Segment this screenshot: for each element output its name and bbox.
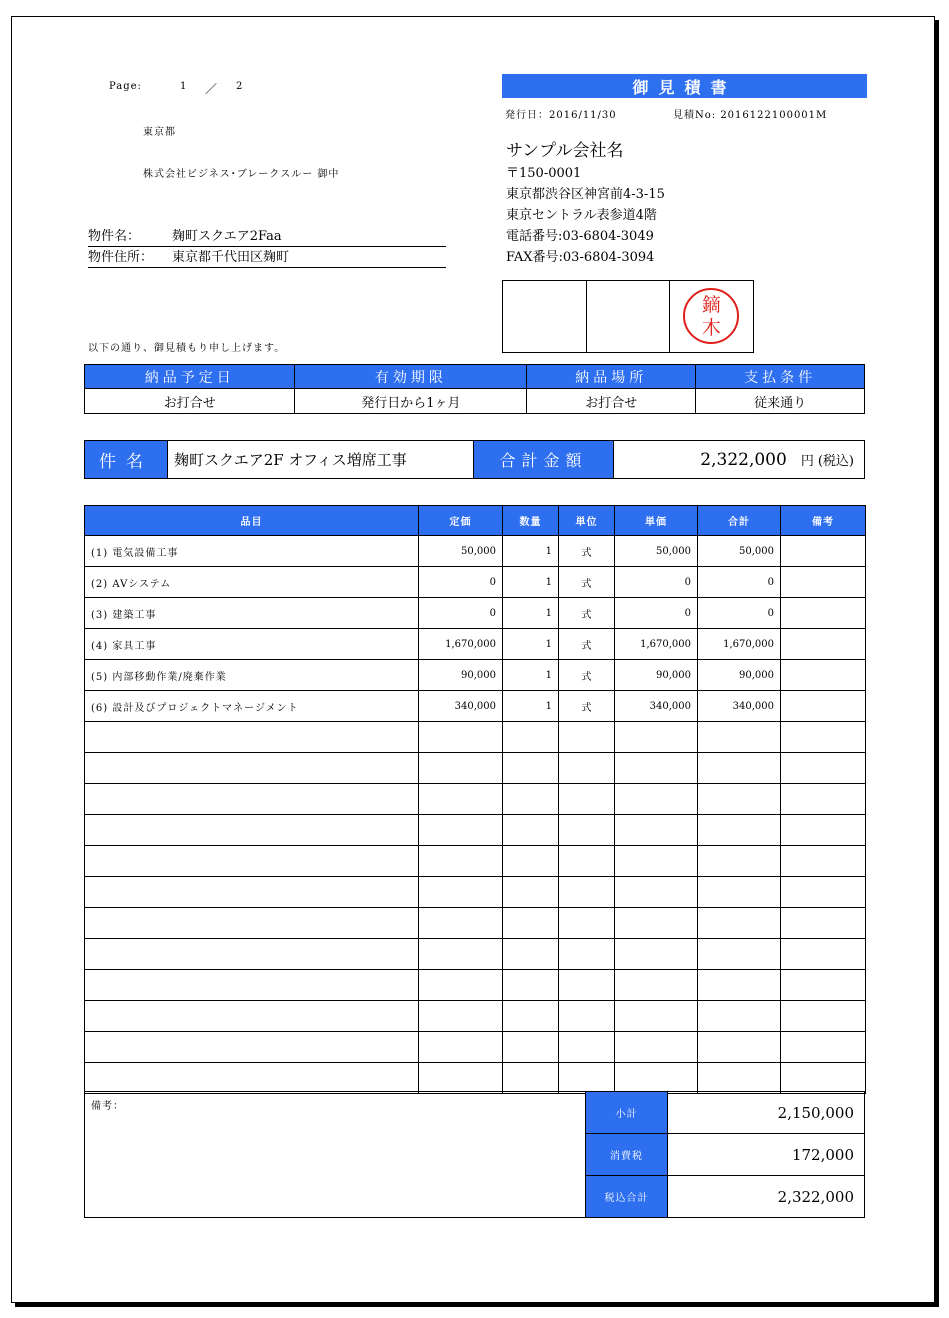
item-cell-total xyxy=(698,877,781,908)
item-cell-qty xyxy=(503,784,559,815)
item-cell-unit: 式 xyxy=(559,567,615,598)
item-cell-name: (5) 内部移動作業/廃棄作業 xyxy=(85,660,419,691)
item-cell-price xyxy=(615,908,698,939)
item-cell-total xyxy=(698,1063,781,1094)
table-row xyxy=(85,629,866,660)
item-cell-list xyxy=(419,722,503,753)
item-cell-unit: 式 xyxy=(559,691,615,722)
item-cell-price xyxy=(615,1032,698,1063)
conditions-value-row xyxy=(85,389,865,414)
item-cell-price xyxy=(615,1001,698,1032)
item-cell-list: 90,000 xyxy=(419,660,503,691)
item-cell-price: 50,000 xyxy=(615,536,698,567)
item-cell-qty xyxy=(503,846,559,877)
item-cell-note xyxy=(781,815,866,846)
table-row xyxy=(85,815,866,846)
company-fax: FAX番号:03-6804-3094 xyxy=(506,250,655,265)
company-postal: 〒150-0001 xyxy=(506,166,582,181)
item-cell-list: 1,670,000 xyxy=(419,629,503,660)
cond-header-delivery-place: 納品場所 xyxy=(527,365,696,389)
item-cell-name xyxy=(85,1032,419,1063)
item-cell-total xyxy=(698,970,781,1001)
cond-header-payment: 支払条件 xyxy=(696,365,865,389)
item-cell-note xyxy=(781,753,866,784)
company-address2: 東京セントラル表参道4階 xyxy=(506,208,657,223)
cond-header-delivery-date: 納品予定日 xyxy=(85,365,295,389)
item-cell-list: 0 xyxy=(419,598,503,629)
item-cell-price xyxy=(615,722,698,753)
item-cell-name xyxy=(85,939,419,970)
item-cell-unit xyxy=(559,815,615,846)
property-name-value: 麹町スクエア2Faa xyxy=(172,229,282,244)
item-cell-price xyxy=(615,815,698,846)
item-cell-note xyxy=(781,939,866,970)
item-cell-qty xyxy=(503,908,559,939)
item-cell-list xyxy=(419,784,503,815)
item-cell-list xyxy=(419,908,503,939)
item-cell-name: (4) 家具工事 xyxy=(85,629,419,660)
items-table xyxy=(84,505,866,1094)
document-title: 御見積書 xyxy=(502,74,867,98)
item-cell-qty xyxy=(503,1001,559,1032)
item-cell-note xyxy=(781,691,866,722)
subject-row xyxy=(84,440,865,479)
item-cell-note xyxy=(781,877,866,908)
table-row xyxy=(85,846,866,877)
tax-label: 消費税 xyxy=(586,1134,668,1175)
total-amount xyxy=(614,441,864,478)
table-row xyxy=(85,784,866,815)
conditions-table xyxy=(84,364,865,414)
subtotal-label: 小計 xyxy=(586,1092,668,1133)
item-cell-unit xyxy=(559,784,615,815)
item-cell-price: 340,000 xyxy=(615,691,698,722)
item-cell-name xyxy=(85,908,419,939)
item-cell-unit xyxy=(559,908,615,939)
item-cell-name xyxy=(85,815,419,846)
table-row xyxy=(85,877,866,908)
company-tel: 電話番号:03-6804-3049 xyxy=(506,229,654,244)
item-cell-qty xyxy=(503,1032,559,1063)
item-cell-qty xyxy=(503,815,559,846)
item-cell-price xyxy=(615,970,698,1001)
item-cell-total: 340,000 xyxy=(698,691,781,722)
grand-total-label: 税込合計 xyxy=(586,1176,668,1217)
item-cell-total xyxy=(698,908,781,939)
subject-value: 麹町スクエア2F オフィス増席工事 xyxy=(168,441,474,478)
item-cell-list: 0 xyxy=(419,567,503,598)
seal-stamp xyxy=(683,288,739,344)
stamp-cell-1 xyxy=(503,281,587,352)
estimate-sheet xyxy=(11,16,935,1303)
item-cell-note xyxy=(781,784,866,815)
item-cell-total xyxy=(698,784,781,815)
item-cell-unit xyxy=(559,753,615,784)
property-address-row xyxy=(88,249,446,268)
remarks-label: 備考： xyxy=(91,1101,124,1112)
item-cell-price: 0 xyxy=(615,567,698,598)
estimate-number: 見積No: 2016122100001M xyxy=(673,110,828,121)
cond-value-validity: 発行日から1ヶ月 xyxy=(295,389,527,414)
cond-header-validity: 有効期限 xyxy=(295,365,527,389)
item-cell-unit: 式 xyxy=(559,536,615,567)
total-amount-tax-note: (税込) xyxy=(817,454,854,469)
item-cell-name xyxy=(85,846,419,877)
item-cell-list xyxy=(419,753,503,784)
property-name-label: 物件名： xyxy=(88,229,141,244)
item-cell-name xyxy=(85,722,419,753)
items-header-row xyxy=(85,506,866,536)
grand-total-value: 2,322,000 xyxy=(777,1187,854,1206)
item-cell-note xyxy=(781,1063,866,1094)
page-label: Page: xyxy=(109,81,142,92)
item-cell-note xyxy=(781,536,866,567)
item-cell-price xyxy=(615,784,698,815)
table-row xyxy=(85,1032,866,1063)
item-cell-list xyxy=(419,1001,503,1032)
item-cell-unit: 式 xyxy=(559,629,615,660)
item-cell-list xyxy=(419,846,503,877)
company-address1: 東京都渋谷区神宮前4-3-15 xyxy=(506,187,665,202)
property-address-label: 物件住所： xyxy=(88,250,154,265)
total-amount-label: 合計金額 xyxy=(474,441,614,478)
page-current: 1 xyxy=(180,81,188,92)
item-cell-qty: 1 xyxy=(503,629,559,660)
item-cell-name xyxy=(85,877,419,908)
item-cell-name xyxy=(85,1063,419,1094)
item-cell-note xyxy=(781,970,866,1001)
item-cell-note xyxy=(781,567,866,598)
item-cell-price xyxy=(615,877,698,908)
item-cell-qty xyxy=(503,970,559,1001)
subtotal-value: 2,150,000 xyxy=(777,1103,854,1122)
item-cell-price xyxy=(615,939,698,970)
property-name-row xyxy=(88,228,446,247)
item-cell-note xyxy=(781,908,866,939)
item-cell-unit xyxy=(559,846,615,877)
stamp-cell-2 xyxy=(587,281,671,352)
page-separator: ／ xyxy=(205,82,219,96)
items-header-item: 品目 xyxy=(85,506,419,536)
seal-line-2: 木 xyxy=(701,317,721,339)
item-cell-note xyxy=(781,1032,866,1063)
cond-value-payment: 従来通り xyxy=(696,389,865,414)
tax-value: 172,000 xyxy=(791,1145,854,1164)
company-info xyxy=(506,139,665,268)
item-cell-qty xyxy=(503,722,559,753)
item-cell-total xyxy=(698,846,781,877)
company-name: サンプル会社名 xyxy=(506,141,624,161)
page-total: 2 xyxy=(236,81,244,92)
intro-text: 以下の通り、御見積もり申し上げます。 xyxy=(88,343,286,354)
table-row xyxy=(85,753,866,784)
item-cell-qty xyxy=(503,753,559,784)
subject-label: 件名 xyxy=(85,441,168,478)
item-cell-price xyxy=(615,753,698,784)
cond-value-delivery-date: お打合せ xyxy=(85,389,295,414)
grand-total-row xyxy=(586,1176,864,1217)
property-address-value: 東京都千代田区麹町 xyxy=(172,250,290,265)
items-header-unit: 単位 xyxy=(559,506,615,536)
item-cell-list xyxy=(419,815,503,846)
item-cell-unit xyxy=(559,970,615,1001)
item-cell-qty: 1 xyxy=(503,598,559,629)
table-row xyxy=(85,722,866,753)
table-row xyxy=(85,660,866,691)
total-amount-unit: 円 xyxy=(800,454,814,469)
item-cell-list xyxy=(419,1032,503,1063)
item-cell-note xyxy=(781,846,866,877)
item-cell-note xyxy=(781,660,866,691)
item-cell-total xyxy=(698,815,781,846)
items-header-unit-price: 単価 xyxy=(615,506,698,536)
item-cell-total: 50,000 xyxy=(698,536,781,567)
client-prefecture: 東京都 xyxy=(143,127,176,138)
item-cell-name xyxy=(85,784,419,815)
item-cell-list: 50,000 xyxy=(419,536,503,567)
seal-line-1: 鏑 xyxy=(701,294,721,316)
item-cell-price xyxy=(615,846,698,877)
item-cell-unit: 式 xyxy=(559,660,615,691)
items-header-qty: 数量 xyxy=(503,506,559,536)
issue-date: 発行日：2016/11/30 xyxy=(505,110,617,121)
item-cell-price: 0 xyxy=(615,598,698,629)
remarks-area xyxy=(85,1092,586,1217)
item-cell-qty xyxy=(503,939,559,970)
item-cell-note xyxy=(781,598,866,629)
subtotal-row xyxy=(586,1092,864,1134)
item-cell-unit: 式 xyxy=(559,598,615,629)
summary-totals xyxy=(586,1092,864,1217)
item-cell-note xyxy=(781,629,866,660)
client-name: 株式会社ビジネス･ブレークスルー 御中 xyxy=(143,169,340,180)
item-cell-qty: 1 xyxy=(503,536,559,567)
item-cell-list xyxy=(419,970,503,1001)
item-cell-unit xyxy=(559,1063,615,1094)
item-cell-price xyxy=(615,1063,698,1094)
item-cell-qty: 1 xyxy=(503,660,559,691)
item-cell-total xyxy=(698,1032,781,1063)
conditions-header-row xyxy=(85,365,865,389)
item-cell-total xyxy=(698,753,781,784)
cond-value-delivery-place: お打合せ xyxy=(527,389,696,414)
item-cell-qty: 1 xyxy=(503,691,559,722)
stamp-boxes xyxy=(502,280,754,353)
table-row xyxy=(85,908,866,939)
item-cell-note xyxy=(781,722,866,753)
item-cell-list xyxy=(419,877,503,908)
item-cell-qty: 1 xyxy=(503,567,559,598)
table-row xyxy=(85,567,866,598)
item-cell-name: (6) 設計及びプロジェクトマネージメント xyxy=(85,691,419,722)
stamp-cell-3 xyxy=(670,281,753,352)
item-cell-qty xyxy=(503,1063,559,1094)
item-cell-list xyxy=(419,939,503,970)
item-cell-name xyxy=(85,970,419,1001)
item-cell-name: (2) AVシステム xyxy=(85,567,419,598)
item-cell-total xyxy=(698,1001,781,1032)
total-amount-value: 2,322,000 xyxy=(700,449,787,470)
item-cell-unit xyxy=(559,939,615,970)
item-cell-total xyxy=(698,722,781,753)
item-cell-price: 90,000 xyxy=(615,660,698,691)
item-cell-unit xyxy=(559,722,615,753)
table-row xyxy=(85,536,866,567)
item-cell-unit xyxy=(559,1001,615,1032)
tax-row xyxy=(586,1134,864,1176)
item-cell-price: 1,670,000 xyxy=(615,629,698,660)
table-row xyxy=(85,1063,866,1094)
item-cell-name: (3) 建築工事 xyxy=(85,598,419,629)
item-cell-total: 0 xyxy=(698,598,781,629)
item-cell-name xyxy=(85,1001,419,1032)
table-row xyxy=(85,1001,866,1032)
item-cell-unit xyxy=(559,1032,615,1063)
item-cell-total: 0 xyxy=(698,567,781,598)
table-row xyxy=(85,598,866,629)
item-cell-qty xyxy=(503,877,559,908)
table-row xyxy=(85,970,866,1001)
item-cell-name: (1) 電気設備工事 xyxy=(85,536,419,567)
items-header-list-price: 定価 xyxy=(419,506,503,536)
table-row xyxy=(85,939,866,970)
item-cell-list xyxy=(419,1063,503,1094)
item-cell-total xyxy=(698,939,781,970)
item-cell-note xyxy=(781,1001,866,1032)
items-header-note: 備考 xyxy=(781,506,866,536)
items-body xyxy=(85,536,866,1094)
summary-section xyxy=(84,1091,865,1218)
item-cell-name xyxy=(85,753,419,784)
item-cell-list: 340,000 xyxy=(419,691,503,722)
items-header-total: 合計 xyxy=(698,506,781,536)
table-row xyxy=(85,691,866,722)
item-cell-total: 90,000 xyxy=(698,660,781,691)
item-cell-unit xyxy=(559,877,615,908)
item-cell-total: 1,670,000 xyxy=(698,629,781,660)
